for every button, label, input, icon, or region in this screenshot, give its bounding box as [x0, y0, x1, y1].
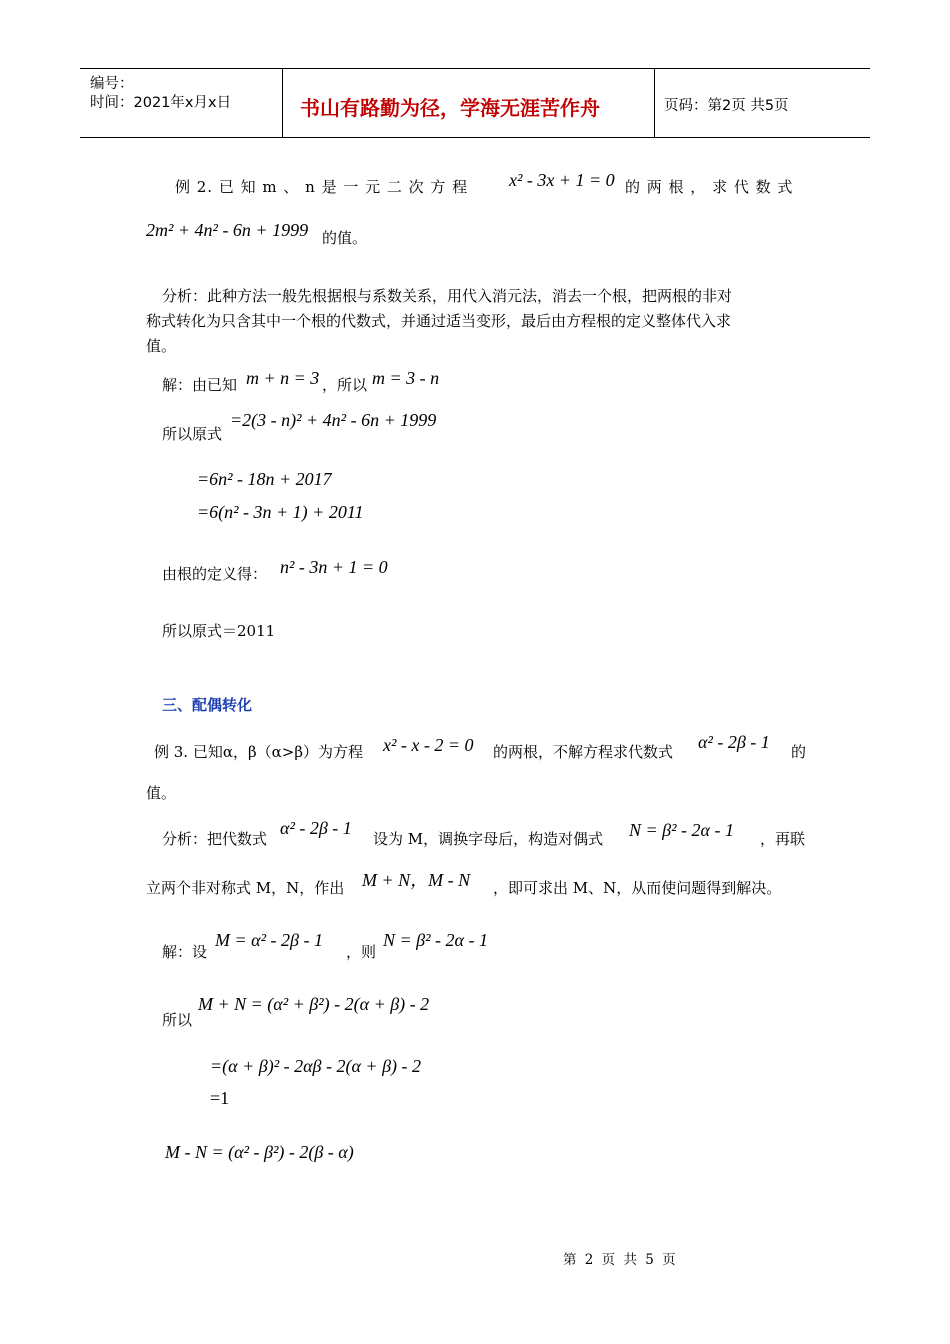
example3-define-N: N = β² - 2α - 1 [383, 930, 488, 950]
example3-sum-label: 所以 [162, 1011, 193, 1029]
doc-time-label: 时间：2021年x月x日 [90, 95, 232, 111]
page-footer: 第 2 页 共 5 页 [563, 1252, 678, 1268]
example2-given-sum: m + n = 3 [246, 368, 320, 388]
example3-line4-tail: ，即可求出 M、N，从而使问题得到解决。 [493, 879, 782, 897]
example2-analysis-line1: 分析：此种方法一般先根据根与系数关系，用代入消元法，消去一个根，把两根的非对 [162, 287, 733, 305]
example3-sum-step1: M + N = (α² + β²) - 2(α + β) - 2 [198, 994, 430, 1014]
example2-analysis-line3: 值。 [146, 337, 177, 355]
example2-solution-prefix: 解：由已知 [162, 376, 238, 394]
example2-step1: =2(3 - n)² + 4n² - 6n + 1999 [230, 410, 437, 430]
example2-intro: 例 2. 已 知 m 、 n 是 一 元 二 次 方 程 [175, 178, 469, 196]
page-indicator: 页码：第2页 共5页 [664, 98, 789, 114]
example3-equation: x² - x - 2 = 0 [383, 735, 474, 755]
example3-sum-step2: =(α + β)² - 2αβ - 2(α + β) - 2 [210, 1056, 422, 1076]
doc-code-label: 编号： [90, 76, 134, 92]
example3-define-M: M = α² - 2β - 1 [215, 930, 323, 950]
example3-analysis-tail: ，再联 [760, 830, 806, 848]
example2-result: 所以原式＝2011 [162, 622, 276, 640]
example3-solution-prefix: 解：设 [162, 943, 208, 961]
example2-equation: x² - 3x + 1 = 0 [509, 170, 615, 190]
example2-analysis-line2: 称式转化为只含其中一个根的代数式，并通过适当变形，最后由方程根的定义整体代入求 [146, 312, 732, 330]
example3-intro-tail: 的 [791, 743, 807, 761]
example3-analysis-expression: α² - 2β - 1 [280, 818, 352, 838]
example2-definition-equation: n² - 3n + 1 = 0 [280, 557, 388, 577]
example2-step3: =6(n² - 3n + 1) + 2011 [197, 502, 364, 522]
example3-analysis-prefix: 分析：把代数式 [162, 830, 268, 848]
example3-line4-expression: M + N，M - N [362, 870, 471, 890]
example2-expression: 2m² + 4n² - 6n + 1999 [146, 220, 309, 240]
header-divider [282, 69, 283, 137]
example3-expression: α² - 2β - 1 [698, 732, 770, 752]
example3-intro-mid: 的两根，不解方程求代数式 [493, 743, 674, 761]
example3-line2: 值。 [146, 784, 177, 802]
example3-line4-prefix: 立两个非对称式 M，N，作出 [146, 879, 345, 897]
header-divider [654, 69, 655, 137]
example3-difference: M - N = (α² - β²) - 2(β - α) [165, 1142, 354, 1162]
example3-solution-mid: ，则 [346, 943, 377, 961]
example2-solution-mid: ，所以 [322, 376, 368, 394]
example2-expression-tail: 的值。 [322, 229, 368, 247]
example2-original-label: 所以原式 [162, 425, 223, 443]
example3-dual-expression: N = β² - 2α - 1 [629, 820, 734, 840]
example2-intro-tail: 的 两 根 ， 求 代 数 式 [625, 178, 794, 196]
example3-sum-step3: =1 [210, 1088, 230, 1108]
example2-definition-label: 由根的定义得： [162, 565, 268, 583]
example3-analysis-mid: 设为 M，调换字母后，构造对偶式 [373, 830, 604, 848]
example2-step2: =6n² - 18n + 2017 [197, 469, 332, 489]
example3-intro: 例 3. 已知α，β（α>β）为方程 [154, 743, 364, 761]
example2-substitution: m = 3 - n [372, 368, 440, 388]
section3-title: 三、配偶转化 [162, 696, 253, 714]
header-motto: 书山有路勤为径，学海无涯苦作舟 [300, 96, 600, 120]
